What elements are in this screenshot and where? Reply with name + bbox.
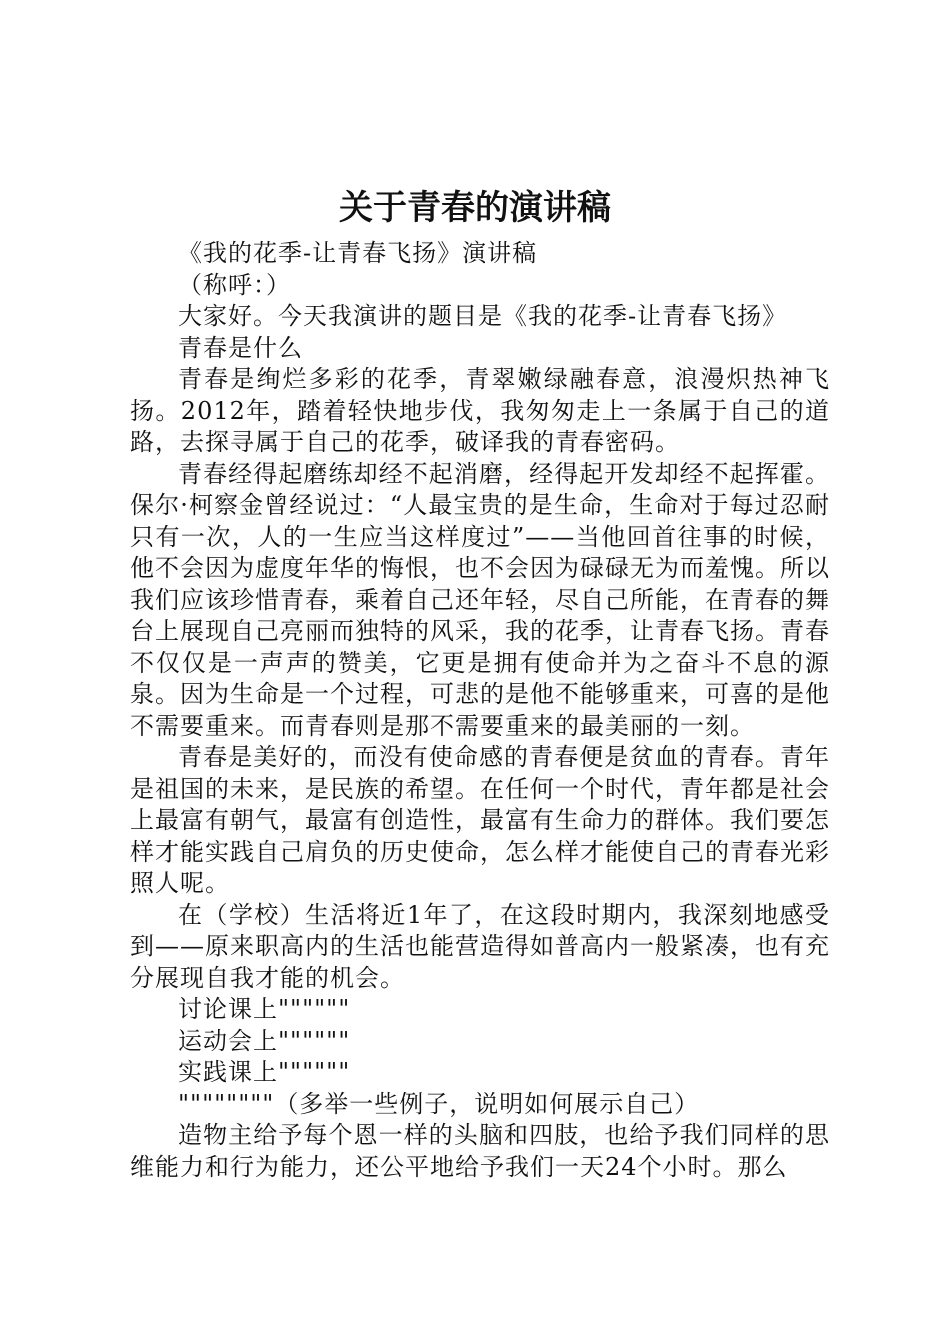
paragraph: 造物主给予每个恩一样的头脑和四肢，也给予我们同样的思维能力和行为能力，还公平地给予我们一天24个小时。那么 [130,1121,830,1181]
paragraph: 青春是绚烂多彩的花季，青翠嫩绿融春意，浪漫炽热神飞扬。2012年，踏着轻快地步伐，我匆匆走上一条属于自己的道路，去探寻属于自己的花季，破译我的青春密码。 [130,365,830,456]
paragraph: 青春是什么 [178,333,303,362]
paragraph: 实践课上"""""" [178,1058,351,1086]
paragraph: """"""""（多举一些例子，说明如何展示自己） [178,1089,700,1118]
paragraph: 讨论课上"""""" [178,995,351,1023]
paragraph: 大家好。今天我演讲的题目是《我的花季-让青春飞扬》 [178,302,788,330]
paragraph: 青春是美好的，而没有使命感的青春便是贫血的青春。青年是祖国的未来，是民族的希望。在任何一个时代，青年都是社会上最富有朝气，最富有创造性，最富有生命力的群体。我们要怎样才能实践自己肩负的历史使命，怎么样才能使自己的青春光彩照人呢。 [130,743,830,897]
paragraph: 《我的花季-让青春飞扬》演讲稿 [178,239,538,267]
paragraph: 在（学校）生活将近1年了，在这段时期内，我深刻地感受到——原来职高内的生活也能营造得如普高内一般紧凑，也有充分展现自我才能的机会。 [130,900,830,992]
paragraph: （称呼：） [178,270,291,299]
paragraph: 青春经得起磨练却经不起消磨，经得起开发却经不起挥霍。保尔·柯察金曾经说过：“人最宝贵的是生命，生命对于每过忍耐只有一次，人的一生应当这样度过”——当他回首往事的时候，他不会因为虚度年华的悔恨，也不会因为碌碌无为而羞愧。所以我们应该珍惜青春，乘着自己还年轻，尽自己所能，在青春的舞台上展现自己亮丽而独特的风采，我的花季，让青春飞扬。青春不仅仅是一声声的赞美，它更是拥有使命并为之奋斗不息的源泉。因为生命是一个过程，可悲的是他不能够重来，可喜的是他不需要重来。而青春则是那不需要重来的最美丽的一刻。 [130,459,830,740]
document-title: 关于青春的演讲稿 [339,188,611,228]
document-body [130,238,830,1183]
paragraph: 运动会上"""""" [178,1026,351,1055]
